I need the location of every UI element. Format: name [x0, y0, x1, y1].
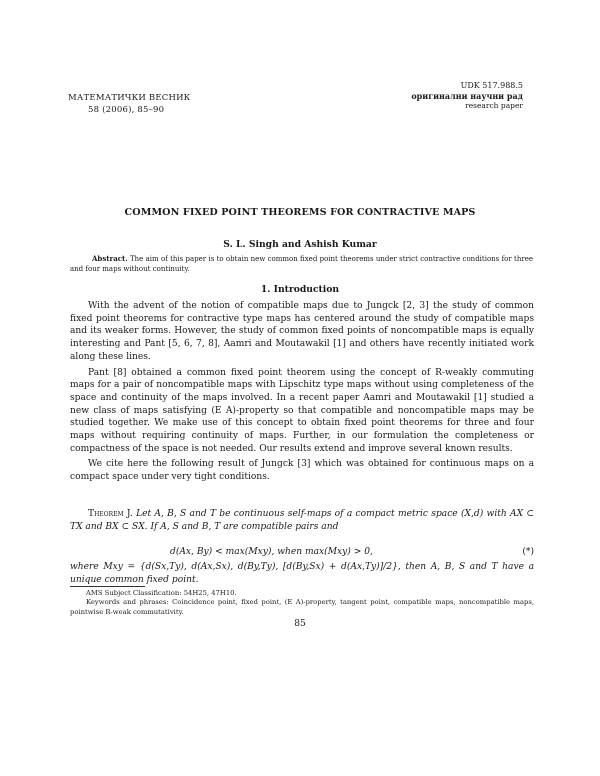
theorem-label: Theorem J.	[88, 509, 133, 519]
body-text	[70, 300, 534, 487]
theorem-statement	[70, 508, 534, 533]
journal-header	[68, 92, 190, 116]
theorem-condition: where Mxy = {d(Sx,Ty), d(Ax,Sx), d(By,Ty), [d(By,Sx) + d(Ax,Ty)]/2}, then A, B, S and T have a unique common fixed point.	[70, 562, 534, 585]
page-number: 85	[294, 619, 306, 629]
equation-body: d(Ax, By) < max(Mxy), when max(Mxy) > 0,	[170, 547, 373, 557]
paragraph: We cite here the following result of Jungck [3] which was obtained for continuous maps on a compact space under very tight conditions.	[70, 459, 534, 483]
display-equation	[70, 546, 534, 559]
paper-authors: S. L. Singh and Ashish Kumar	[223, 239, 377, 250]
journal-name: МАТЕМАТИЧКИ ВЕСНИК	[68, 93, 191, 103]
msc-footnote: AMS Subject Classification: 54H25, 47H10.	[86, 589, 237, 597]
paper-title: COMMON FIXED POINT THEOREMS FOR CONTRACTIVE MAPS	[124, 207, 476, 218]
paragraph: Pant [8] obtained a common fixed point theorem using the concept of R-weakly commuting maps for a pair of noncompatible maps with Lipschitz type maps without using completeness of the space and continuity of the maps involved. In a recent paper Aamri and Moutawakil [1] studied a new class of maps satisfying (E A)-property so that compatible and noncompatible maps may be studied together. We make use of this concept to obtain fixed point theorems for three and four maps without requiring continuity of maps. Further, in our formulation the completeness or compactness of the space is not needed. Our results extend and improve several known results.	[70, 367, 534, 454]
abstract-text: The aim of this paper is to obtain new common fixed point theorems under strict contractive conditions for three and four maps without continuity.	[70, 255, 533, 273]
equation-tag: (*)	[522, 547, 534, 557]
section-title: 1. Introduction	[260, 284, 340, 295]
theorem-text: Let A, B, S and T be continuous self-maps of a compact metric space (X,d) with AX ⊂ TX and BX ⊂ SX. If A, S and B, T are compatible pairs and	[70, 509, 534, 532]
paragraph: With the advent of the notion of compatible maps due to Jungck [2, 3] the study of common fixed point theorems for contractive type maps has centered around the study of compatible maps and its weaker forms. However, the study of common fixed points of noncompatible maps is equally interesting and Pant [5, 6, 7, 8], Aamri and Moutawakil [1] and others have recently initiated work along these lines.	[70, 301, 534, 362]
paper-type-en: research paper	[465, 101, 523, 110]
classification-header	[411, 81, 523, 111]
footnotes	[70, 589, 534, 617]
paper-type: оригинални научни рад	[411, 91, 523, 101]
keywords-footnote: Keywords and phrases: Coincidence point, fixed point, (E A)-property, tangent point, compatible maps, noncompatible maps, pointwise R-weak commutativity.	[70, 598, 534, 616]
abstract	[70, 254, 533, 274]
journal-volume: 58 (2006), 85–90	[88, 105, 165, 115]
footnote-rule	[70, 586, 145, 587]
udk-code: UDK 517.988.5	[460, 81, 523, 90]
abstract-label: Abstract.	[92, 254, 128, 263]
